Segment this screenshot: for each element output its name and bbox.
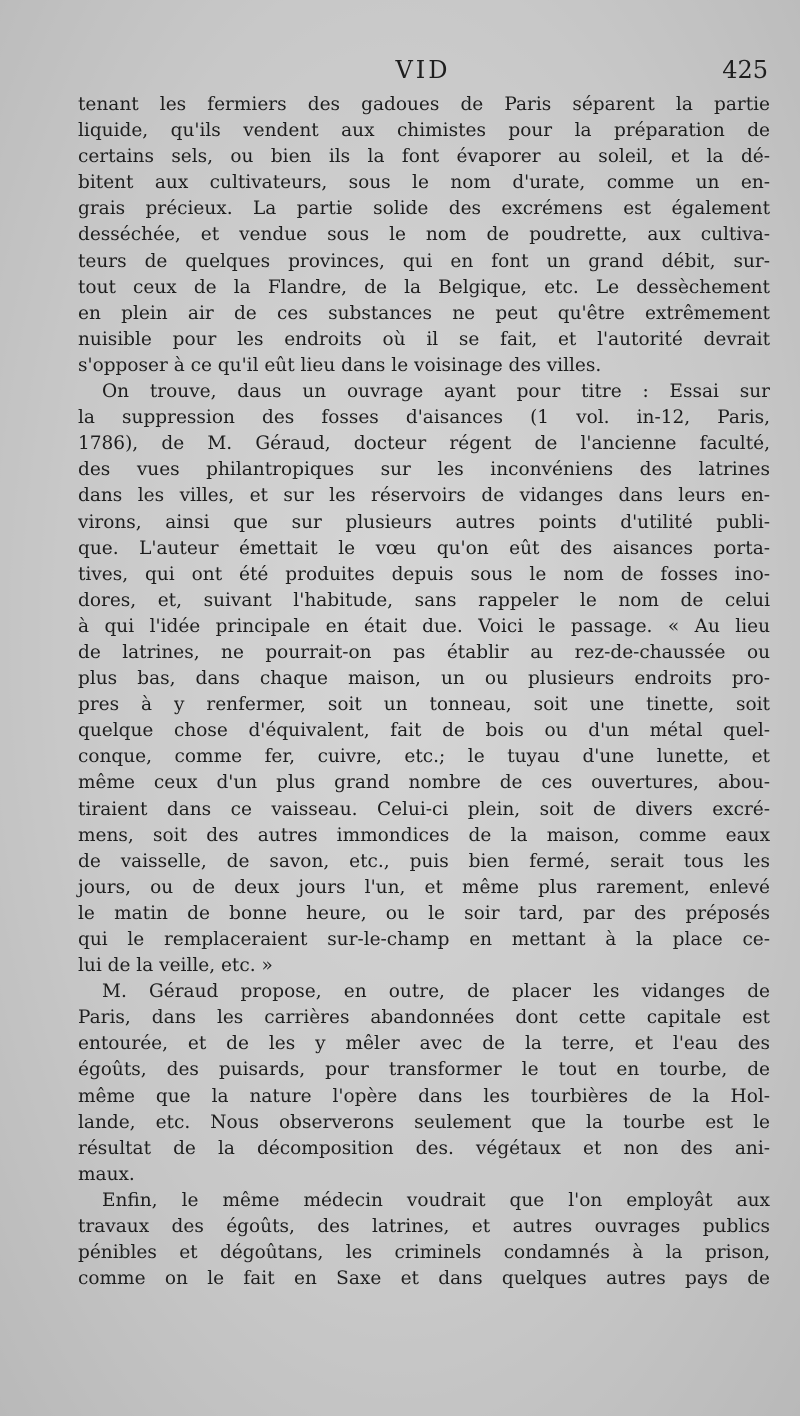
- text-line: teurs de quelques provinces, qui en font un grand débit, sur-: [78, 250, 770, 272]
- text-line: tout ceux de la Flandre, de la Belgique, etc. Le dessèchement: [78, 276, 770, 298]
- text-line: virons, ainsi que sur plusieurs autres points d'utilité publi-: [78, 511, 770, 533]
- page-number: 425: [722, 56, 768, 84]
- text-line: tives, qui ont été produites depuis sous le nom de fosses ino-: [78, 563, 770, 585]
- text-line: 1786), de M. Géraud, docteur régent de l'ancienne faculté,: [78, 433, 770, 455]
- text-line: On trouve, daus un ouvrage ayant pour titre : Essai sur: [102, 381, 770, 403]
- body-text: [78, 92, 770, 1292]
- text-line: tenant les fermiers des gadoues de Paris séparent la partie: [78, 94, 770, 115]
- text-line: à qui l'idée principale en était due. Voici le passage. « Au lieu: [78, 615, 770, 637]
- text-line: la suppression des fosses d'aisances (1 vol. in-12, Paris,: [78, 407, 770, 429]
- text-line: s'opposer à ce qu'il eût lieu dans le voisinage des villes.: [78, 354, 602, 376]
- text-line: liquide, qu'ils vendent aux chimistes pour la préparation de: [78, 120, 770, 142]
- text-line: certains sels, ou bien ils la font évaporer au soleil, et la dé-: [78, 146, 770, 168]
- text-line: le matin de bonne heure, ou le soir tard, par des préposés: [78, 902, 770, 924]
- text-line: pénibles et dégoûtans, les criminels condamnés à la prison,: [78, 1242, 770, 1264]
- text-line: même que la nature l'opère dans les tourbières de la Hol-: [78, 1085, 770, 1107]
- text-line: que. L'auteur émettait le vœu qu'on eût des aisances porta-: [78, 537, 770, 559]
- text-line: dores, et, suivant l'habitude, sans rappeler le nom de celui: [78, 589, 770, 611]
- text-line: en plein air de ces substances ne peut qu'être extrêmement: [78, 302, 770, 324]
- text-line: M. Géraud propose, en outre, de placer les vidanges de: [102, 981, 770, 1003]
- text-line: Paris, dans les carrières abandonnées dont cette capitale est: [78, 1007, 770, 1029]
- text-line: lande, etc. Nous observerons seulement que la tourbe est le: [78, 1111, 770, 1133]
- text-line: dans les villes, et sur les réservoirs de vidanges dans leurs en-: [78, 485, 770, 507]
- text-line: maux.: [78, 1163, 135, 1185]
- text-line: conque, comme fer, cuivre, etc.; le tuyau d'une lunette, et: [78, 746, 770, 768]
- text-line: égoûts, des puisards, pour transformer le tout en tourbe, de: [78, 1059, 770, 1081]
- text-line: bitent aux cultivateurs, sous le nom d'urate, comme un en-: [78, 172, 770, 194]
- text-line: qui le remplaceraient sur-le-champ en mettant à la place ce-: [78, 929, 770, 950]
- text-line: Enfin, le même médecin voudrait que l'on employât aux: [102, 1189, 770, 1211]
- text-line: comme on le fait en Saxe et dans quelques autres pays de: [78, 1268, 770, 1290]
- text-line: desséchée, et vendue sous le nom de poudrette, aux cultiva-: [78, 224, 770, 246]
- text-line: quelque chose d'équivalent, fait de bois ou d'un métal quel-: [78, 720, 770, 742]
- text-line: tiraient dans ce vaisseau. Celui-ci plein, soit de divers excré-: [78, 798, 770, 820]
- text-line: même ceux d'un plus grand nombre de ces ouvertures, abou-: [78, 772, 770, 794]
- text-line: résultat de la décomposition des. végétaux et non des ani-: [78, 1137, 770, 1159]
- text-line: de vaisselle, de savon, etc., puis bien fermé, serait tous les: [78, 850, 770, 872]
- text-line: jours, ou de deux jours l'un, et même plus rarement, enlevé: [78, 876, 770, 898]
- text-line: grais précieux. La partie solide des excrémens est également: [78, 198, 770, 220]
- text-line: travaux des égoûts, des latrines, et autres ouvrages publics: [78, 1216, 770, 1238]
- text-line: nuisible pour les endroits où il se fait, et l'autorité devrait: [78, 328, 770, 350]
- text-line: plus bas, dans chaque maison, un ou plusieurs endroits pro-: [78, 668, 770, 690]
- text-line: lui de la veille, etc. »: [78, 955, 273, 977]
- running-head: VID: [395, 56, 451, 84]
- text-line: entourée, et de les y mêler avec de la terre, et l'eau des: [78, 1033, 770, 1055]
- text-line: de latrines, ne pourrait-on pas établir au rez-de-chaussée ou: [78, 641, 770, 663]
- text-line: mens, soit des autres immondices de la maison, comme eaux: [78, 824, 770, 846]
- page-header: [78, 56, 768, 96]
- text-line: pres à y renfermer, soit un tonneau, soit une tinette, soit: [78, 694, 770, 716]
- text-line: des vues philantropiques sur les inconvéniens des latrines: [78, 459, 770, 481]
